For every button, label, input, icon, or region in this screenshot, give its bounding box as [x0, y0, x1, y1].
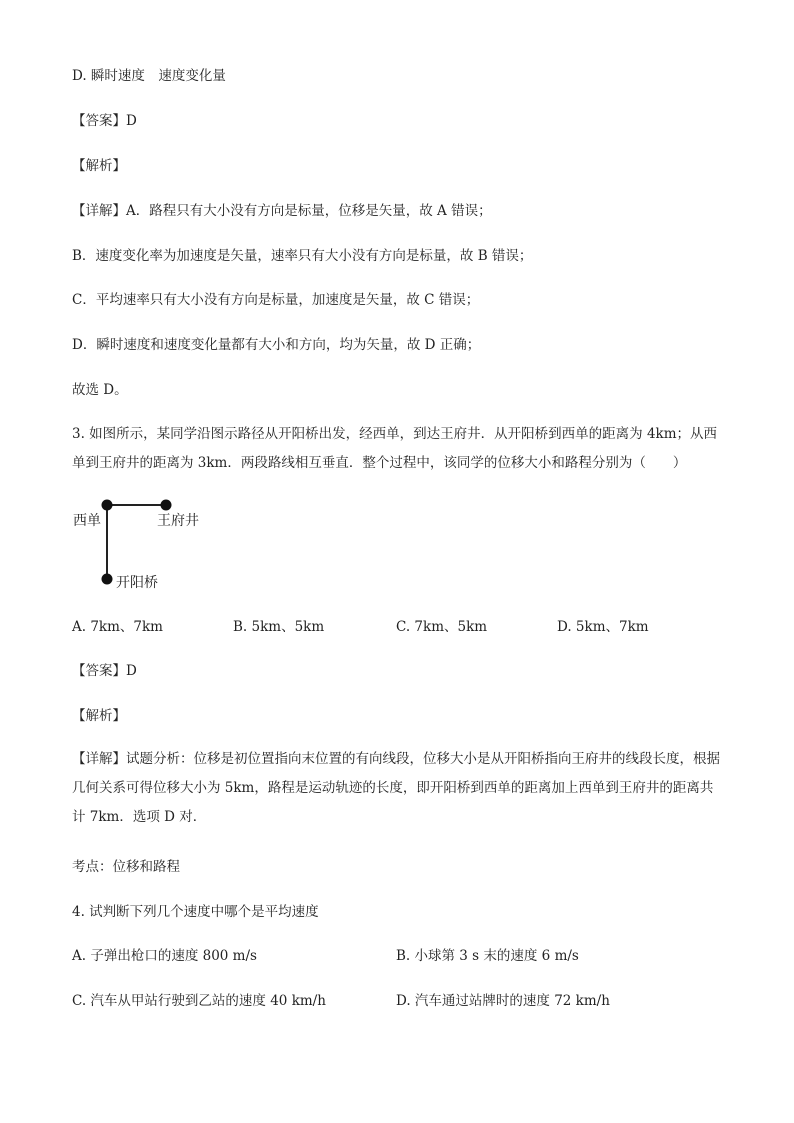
q3-detail: 【详解】试题分析：位移是初位置指向末位置的有向线段，位移大小是从开阳桥指向王府井的线段长度，根据几何关系可得位移大小为 5km，路程是运动轨迹的长度，即开阳桥到西单的距离加上西单到王府井的距离共计 7km．选项 D 对． [72, 751, 720, 825]
q2-answer: 【答案】D [72, 113, 137, 129]
previous-option-d: D. 瞬时速度 速度变化量 [72, 68, 226, 84]
point-wangfujing [161, 500, 172, 511]
q3-analysis-heading: 【解析】 [72, 708, 126, 724]
point-kaiyangqiao [102, 574, 113, 585]
q2-detail-b: B．速度变化率为加速度是矢量，速率只有大小没有方向是标量，故 B 错误； [72, 248, 533, 264]
q4-option-a: A. 子弹出枪口的速度 800 m/s [72, 948, 257, 964]
route-diagram [60, 490, 260, 600]
q3-option-c: C. 7km、5km [396, 619, 488, 635]
label-wangfujing: 王府井 [157, 513, 199, 529]
q4-option-d: D. 汽车通过站牌时的速度 72 km/h [396, 993, 610, 1009]
q2-analysis-heading: 【解析】 [72, 158, 126, 174]
q4-option-b: B. 小球第 3 s 末的速度 6 m/s [396, 948, 579, 964]
q3-kaodian: 考点：位移和路程 [72, 859, 180, 875]
q2-conclusion: 故选 D。 [72, 382, 128, 398]
q2-detail-a: 【详解】A．路程只有大小没有方向是标量，位移是矢量，故 A 错误； [72, 203, 492, 219]
label-xidan: 西单 [73, 513, 101, 529]
route-diagram-svg [60, 490, 260, 600]
q3-answer: 【答案】D [72, 663, 137, 679]
q3-option-b: B. 5km、5km [233, 619, 325, 635]
q3-option-a: A. 7km、7km [72, 619, 163, 635]
q2-detail-c: C．平均速率只有大小没有方向是标量，加速度是矢量，故 C 错误； [72, 292, 480, 308]
q3-stem: 3. 如图所示，某同学沿图示路径从开阳桥出发，经西单，到达王府井．从开阳桥到西单的距离为 4km；从西单到王府井的距离为 3km．两段路线相互垂直．整个过程中，该同学的位移大小和路程分别为（ ） [72, 426, 718, 471]
q4-stem: 4. 试判断下列几个速度中哪个是平均速度 [72, 904, 319, 920]
q3-option-d: D. 5km、7km [557, 619, 649, 635]
label-kaiyangqiao: 开阳桥 [116, 575, 158, 591]
q4-option-c: C. 汽车从甲站行驶到乙站的速度 40 km/h [72, 993, 326, 1009]
q2-detail-d: D．瞬时速度和速度变化量都有大小和方向，均为矢量，故 D 正确； [72, 337, 481, 353]
point-xidan [102, 500, 113, 511]
